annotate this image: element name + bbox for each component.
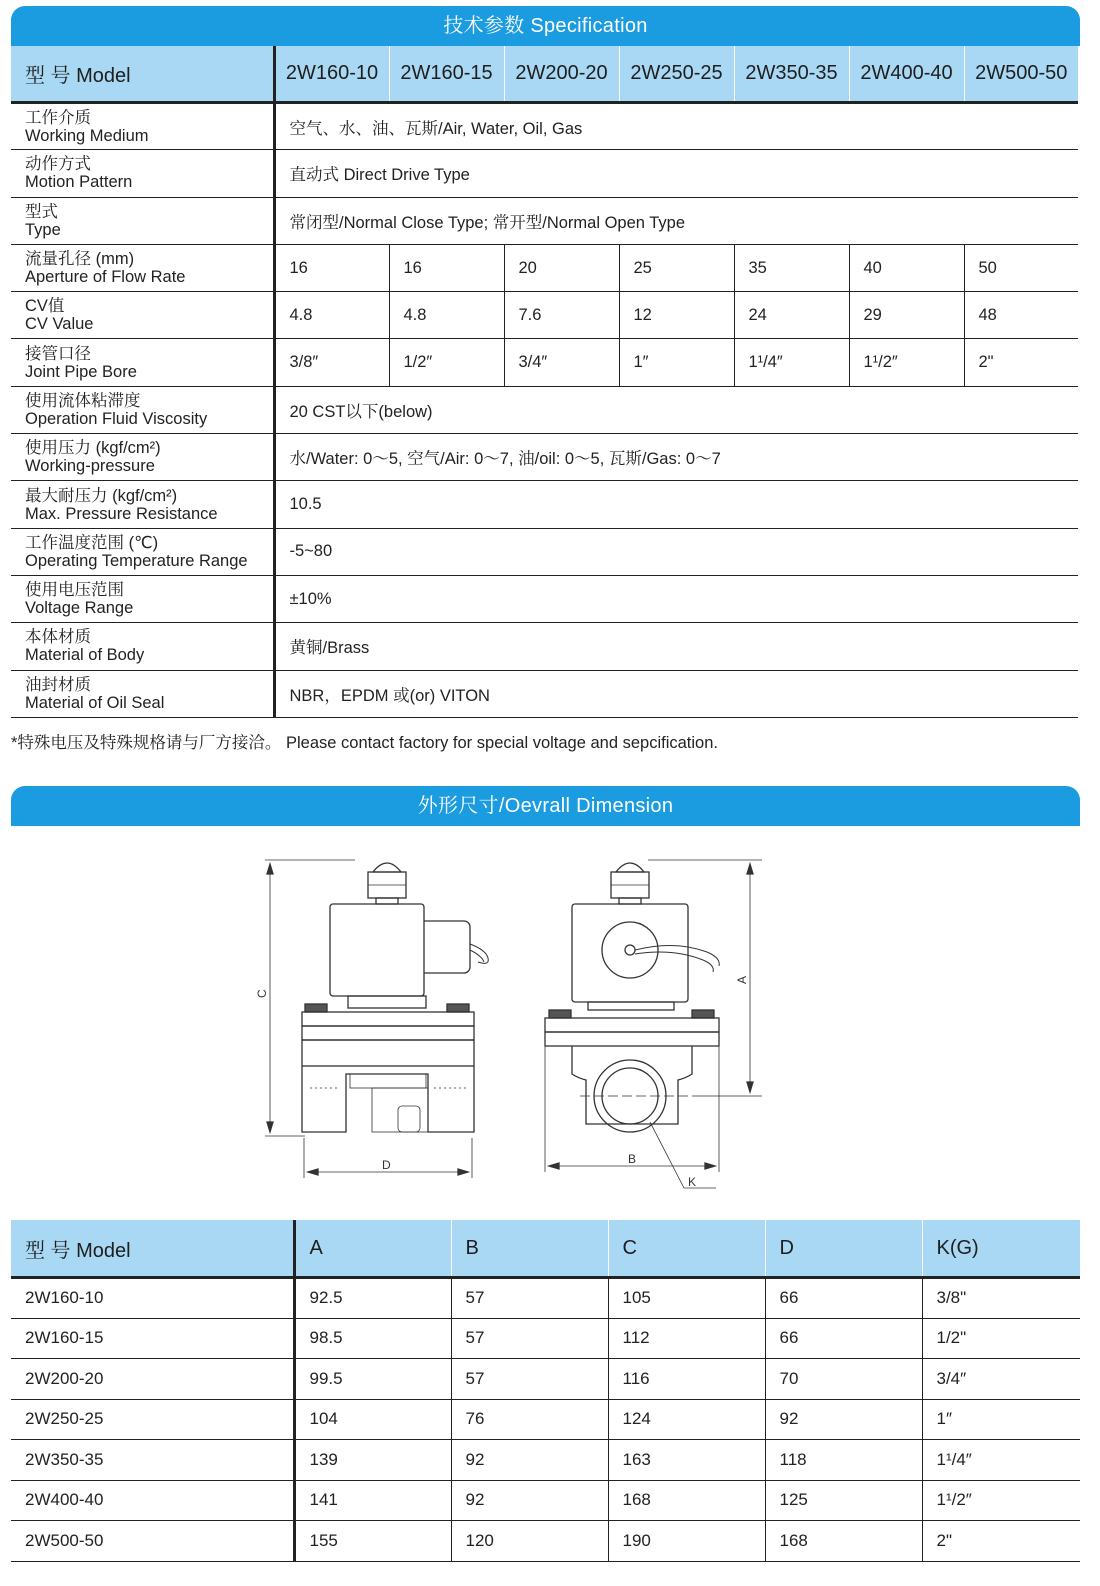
dim-model-cell: 2W200-20 [11, 1359, 294, 1400]
dim-value-cell: 163 [608, 1440, 765, 1481]
spec-cell: 4.8 [389, 292, 504, 339]
table-row [11, 1359, 1080, 1400]
spec-row-label [11, 386, 274, 433]
label-en: Aperture of Flow Rate [25, 268, 186, 287]
spec-cell: 16 [389, 244, 504, 291]
spec-row [11, 575, 1078, 622]
spec-row [11, 528, 1078, 575]
dim-value-cell: 98.5 [294, 1318, 451, 1359]
spec-cell: 3/4″ [504, 339, 619, 386]
label-zh: 型式 [25, 202, 58, 221]
spec-row [11, 103, 1078, 150]
spec-row [11, 670, 1078, 717]
dimension-header-row [11, 1220, 1080, 1278]
label-zh: 工作介质 [25, 108, 91, 127]
spec-row [11, 386, 1078, 433]
model-col: 2W400-40 [849, 46, 964, 103]
spec-row-label [11, 197, 274, 244]
model-header: 型 号 Model [11, 46, 274, 103]
label-en: Material of Body [25, 646, 145, 665]
spec-row-label [11, 339, 274, 386]
model-col: 2W350-35 [734, 46, 849, 103]
spec-value: 常闭型/Normal Close Type; 常开型/Normal Open Type [274, 197, 1078, 244]
label-en: Material of Oil Seal [25, 693, 165, 712]
label-en: Voltage Range [25, 599, 134, 618]
label-zh: 最大耐压力 (kgf/cm²) [25, 486, 178, 505]
dim-value-cell: 120 [451, 1521, 608, 1562]
label-b: B [628, 1152, 637, 1166]
table-row [11, 1399, 1080, 1440]
dim-value-cell: 66 [765, 1278, 922, 1319]
spec-value: ±10% [274, 575, 1078, 622]
spec-cell: 1¹/4″ [734, 339, 849, 386]
dim-model-cell: 2W350-35 [11, 1440, 294, 1481]
spec-value: 黄铜/Brass [274, 623, 1078, 670]
spec-cell: 16 [274, 244, 389, 291]
spec-row [11, 197, 1078, 244]
dim-value-cell: 57 [451, 1318, 608, 1359]
spec-cell: 20 [504, 244, 619, 291]
label-zh: 工作温度范围 (℃) [25, 533, 159, 552]
label-zh: 使用压力 (kgf/cm²) [25, 439, 161, 458]
dim-value-cell: 112 [608, 1318, 765, 1359]
dim-header-a: A [294, 1220, 451, 1278]
label-en: Max. Pressure Resistance [25, 504, 218, 523]
spec-cell: 24 [734, 292, 849, 339]
spec-header-row [11, 46, 1078, 103]
table-row [11, 1440, 1080, 1481]
dim-value-cell: 66 [765, 1318, 922, 1359]
footnote: *特殊电压及特殊规格请与厂方接洽。 Please contact factory for special voltage and sepcification. [11, 734, 718, 752]
label-en: Type [25, 220, 61, 239]
spec-row-label [11, 670, 274, 717]
model-col: 2W160-15 [389, 46, 504, 103]
label-en: Operation Fluid Viscosity [25, 409, 208, 428]
label-en: CV Value [25, 315, 94, 334]
dim-value-cell: 168 [765, 1521, 922, 1562]
dim-value-cell: 155 [294, 1521, 451, 1562]
dim-header-b: B [451, 1220, 608, 1278]
spec-value: 空气、水、油、瓦斯/Air, Water, Oil, Gas [274, 103, 1078, 150]
spec-value: 水/Water: 0～5, 空气/Air: 0～7, 油/oil: 0～5, 瓦斯/Gas: 0～7 [274, 434, 1078, 481]
spec-row-label [11, 481, 274, 528]
dim-value-cell: 1/2" [922, 1318, 1080, 1359]
model-col: 2W200-20 [504, 46, 619, 103]
spec-row [11, 244, 1078, 291]
spec-row [11, 292, 1078, 339]
dim-value-cell: 139 [294, 1440, 451, 1481]
dimension-table [11, 1220, 1080, 1562]
label-c: C [255, 989, 269, 998]
dim-value-cell: 190 [608, 1521, 765, 1562]
valve-side-view [545, 860, 762, 1189]
spec-row-label [11, 244, 274, 291]
dim-value-cell: 92 [765, 1399, 922, 1440]
label-en: Working-pressure [25, 457, 155, 476]
spec-cell: 2" [964, 339, 1078, 386]
dim-value-cell: 124 [608, 1399, 765, 1440]
dim-model-cell: 2W400-40 [11, 1480, 294, 1521]
spec-row [11, 339, 1078, 386]
spec-cell: 1″ [619, 339, 734, 386]
spec-row [11, 481, 1078, 528]
valve-front-view [255, 860, 488, 1178]
dim-value-cell: 104 [294, 1399, 451, 1440]
spec-row-label [11, 103, 274, 150]
dim-value-cell: 92 [451, 1480, 608, 1521]
dim-model-cell: 2W160-10 [11, 1278, 294, 1319]
spec-cell: 25 [619, 244, 734, 291]
spec-cell: 1/2″ [389, 339, 504, 386]
dim-value-cell: 92.5 [294, 1278, 451, 1319]
dim-model-cell: 2W250-25 [11, 1399, 294, 1440]
spec-cell: 29 [849, 292, 964, 339]
label-zh: CV值 [25, 297, 65, 316]
label-en: Motion Pattern [25, 173, 133, 192]
label-zh: 本体材质 [25, 628, 91, 647]
label-en: Joint Pipe Bore [25, 362, 137, 381]
dim-value-cell: 116 [608, 1359, 765, 1400]
spec-row-label [11, 623, 274, 670]
spec-cell: 3/8″ [274, 339, 389, 386]
spec-row-label [11, 575, 274, 622]
spec-cell: 7.6 [504, 292, 619, 339]
dim-value-cell: 70 [765, 1359, 922, 1400]
dim-value-cell: 105 [608, 1278, 765, 1319]
dim-value-cell: 141 [294, 1480, 451, 1521]
dim-value-cell: 1¹/2″ [922, 1480, 1080, 1521]
label-zh: 油封材质 [25, 675, 91, 694]
dim-header-k: K(G) [922, 1220, 1080, 1278]
label-a: A [735, 975, 749, 984]
spec-row [11, 150, 1078, 197]
spec-value: 直动式 Direct Drive Type [274, 150, 1078, 197]
spec-row-label [11, 434, 274, 481]
label-zh: 流量孔径 (mm) [25, 250, 135, 269]
spec-row-label [11, 528, 274, 575]
spec-row-label [11, 292, 274, 339]
spec-row [11, 434, 1078, 481]
spec-title-banner: 技术参数 Specification [11, 6, 1080, 46]
label-zh: 接管口径 [25, 344, 91, 363]
label-d: D [382, 1158, 391, 1172]
spec-value: 20 CST以下(below) [274, 386, 1078, 433]
spec-cell: 40 [849, 244, 964, 291]
label-zh: 使用电压范围 [25, 581, 124, 600]
spec-cell: 12 [619, 292, 734, 339]
dim-value-cell: 125 [765, 1480, 922, 1521]
label-k: K [688, 1175, 697, 1189]
spec-value: -5~80 [274, 528, 1078, 575]
dim-header-d: D [765, 1220, 922, 1278]
spec-table [11, 46, 1078, 718]
model-col: 2W160-10 [274, 46, 389, 103]
spec-row [11, 623, 1078, 670]
valve-dimension-drawing [0, 826, 1100, 1206]
model-col: 2W250-25 [619, 46, 734, 103]
table-row [11, 1278, 1080, 1319]
dim-value-cell: 92 [451, 1440, 608, 1481]
dimension-title-banner: 外形尺寸/Oevrall Dimension [11, 786, 1080, 826]
label-zh: 动作方式 [25, 155, 91, 174]
dim-value-cell: 1¹/4″ [922, 1440, 1080, 1481]
dim-value-cell: 168 [608, 1480, 765, 1521]
dim-model-cell: 2W160-15 [11, 1318, 294, 1359]
dim-header-c: C [608, 1220, 765, 1278]
spec-cell: 48 [964, 292, 1078, 339]
label-en: Operating Temperature Range [25, 551, 248, 570]
dim-value-cell: 118 [765, 1440, 922, 1481]
label-en: Working Medium [25, 126, 149, 145]
spec-value: 10.5 [274, 481, 1078, 528]
model-col: 2W500-50 [964, 46, 1078, 103]
table-row [11, 1318, 1080, 1359]
dim-value-cell: 1″ [922, 1399, 1080, 1440]
table-row [11, 1521, 1080, 1562]
spec-cell: 4.8 [274, 292, 389, 339]
dim-value-cell: 76 [451, 1399, 608, 1440]
table-row [11, 1480, 1080, 1521]
spec-cell: 35 [734, 244, 849, 291]
label-zh: 使用流体粘滞度 [25, 391, 141, 410]
dim-value-cell: 99.5 [294, 1359, 451, 1400]
dim-value-cell: 57 [451, 1278, 608, 1319]
dim-value-cell: 3/8" [922, 1278, 1080, 1319]
spec-cell: 50 [964, 244, 1078, 291]
spec-value: NBR，EPDM 或(or) VITON [274, 670, 1078, 717]
dim-header-model: 型 号 Model [11, 1220, 294, 1278]
dim-value-cell: 2" [922, 1521, 1080, 1562]
dim-value-cell: 3/4″ [922, 1359, 1080, 1400]
spec-cell: 1¹/2″ [849, 339, 964, 386]
dim-model-cell: 2W500-50 [11, 1521, 294, 1562]
spec-row-label [11, 150, 274, 197]
dim-value-cell: 57 [451, 1359, 608, 1400]
